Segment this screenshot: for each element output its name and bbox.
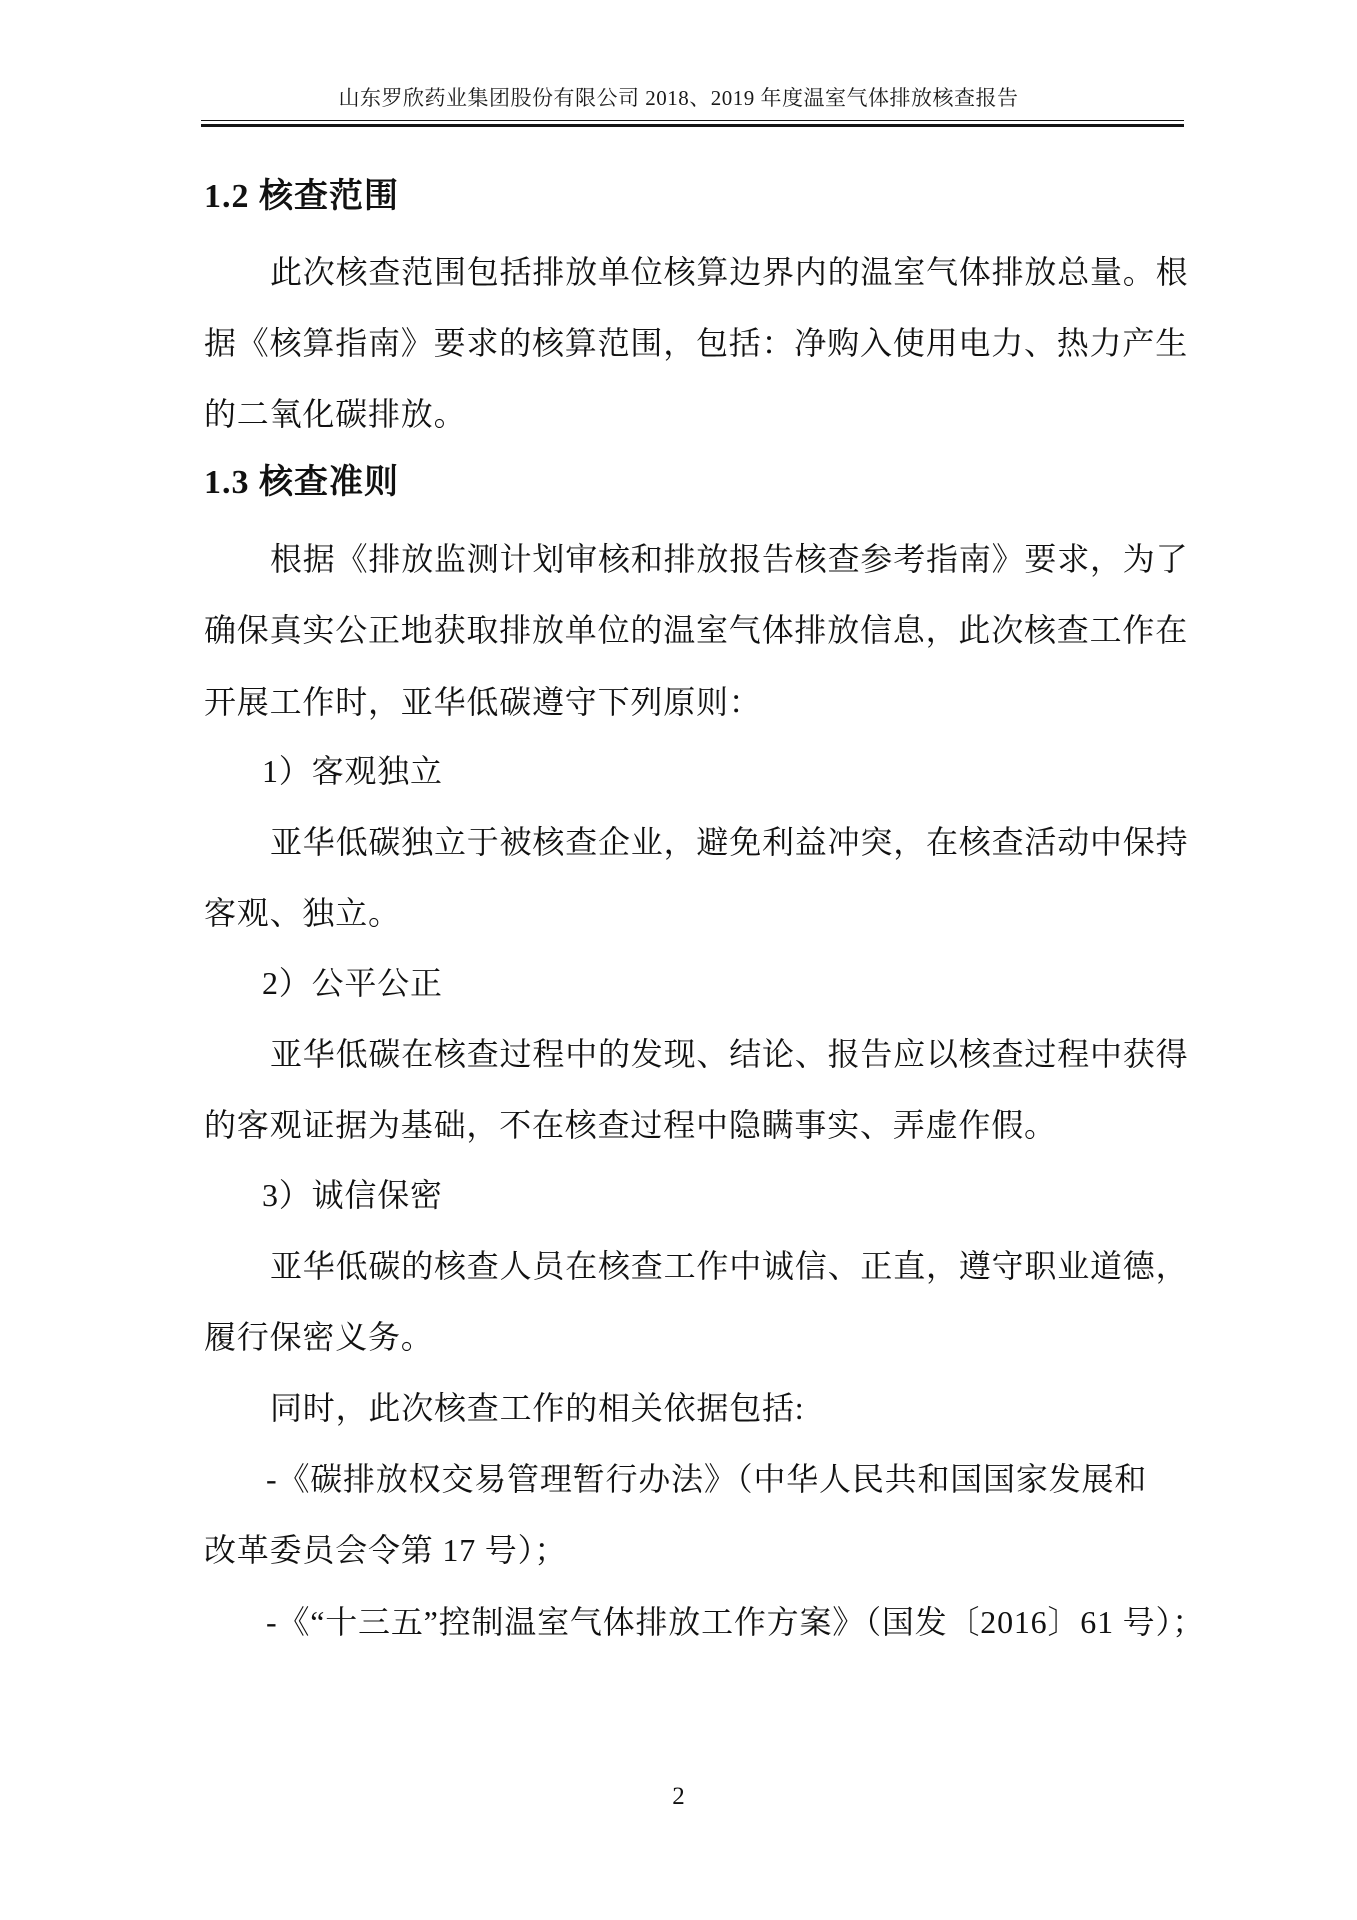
header-rule-divider bbox=[201, 120, 1184, 127]
body-line: 开展工作时，亚华低碳遵守下列原则： bbox=[204, 684, 762, 720]
body-line: 据《核算指南》要求的核算范围，包括：净购入使用电力、热力产生 bbox=[204, 325, 1189, 361]
body-line: 亚华低碳独立于被核查企业，避免利益冲突，在核查活动中保持 bbox=[270, 824, 1189, 860]
section-1-2-heading: 1.2 核查范围 bbox=[204, 178, 399, 215]
section-1-3-heading: 1.3 核查准则 bbox=[204, 464, 399, 501]
body-line: 根据《排放监测计划审核和排放报告核查参考指南》要求，为了 bbox=[270, 541, 1189, 577]
page-number: 2 bbox=[672, 1783, 685, 1810]
body-line: 确保真实公正地获取排放单位的温室气体排放信息，此次核查工作在 bbox=[204, 612, 1189, 648]
body-line: 客观、独立。 bbox=[204, 895, 401, 931]
body-line-item-2: 2）公平公正 bbox=[262, 965, 443, 1001]
body-line: 此次核查范围包括排放单位核算边界内的温室气体排放总量。根 bbox=[270, 254, 1189, 290]
body-line: 改革委员会令第 17 号）； bbox=[204, 1532, 568, 1568]
body-line-item-1: 1）客观独立 bbox=[262, 753, 443, 789]
body-line: 履行保密义务。 bbox=[204, 1319, 434, 1355]
body-line: 的二氧化碳排放。 bbox=[204, 396, 467, 432]
body-line: 同时，此次核查工作的相关依据包括: bbox=[270, 1390, 805, 1426]
body-line: 亚华低碳的核查人员在核查工作中诚信、正直，遵守职业道德， bbox=[270, 1248, 1189, 1284]
body-line-item-3: 3）诚信保密 bbox=[262, 1177, 443, 1213]
body-line-reference-1: -《碳排放权交易管理暂行办法》（中华人民共和国国家发展和 bbox=[266, 1461, 1148, 1497]
page-header-title: 山东罗欣药业集团股份有限公司 2018、2019 年度温室气体排放核查报告 bbox=[338, 86, 1019, 110]
body-line: 的客观证据为基础，不在核查过程中隐瞒事实、弄虚作假。 bbox=[204, 1107, 1057, 1143]
body-line: 亚华低碳在核查过程中的发现、结论、报告应以核查过程中获得 bbox=[270, 1036, 1189, 1072]
body-line-reference-2: -《“十三五”控制温室气体排放工作方案》（国发〔2016〕61 号）； bbox=[266, 1604, 1206, 1640]
